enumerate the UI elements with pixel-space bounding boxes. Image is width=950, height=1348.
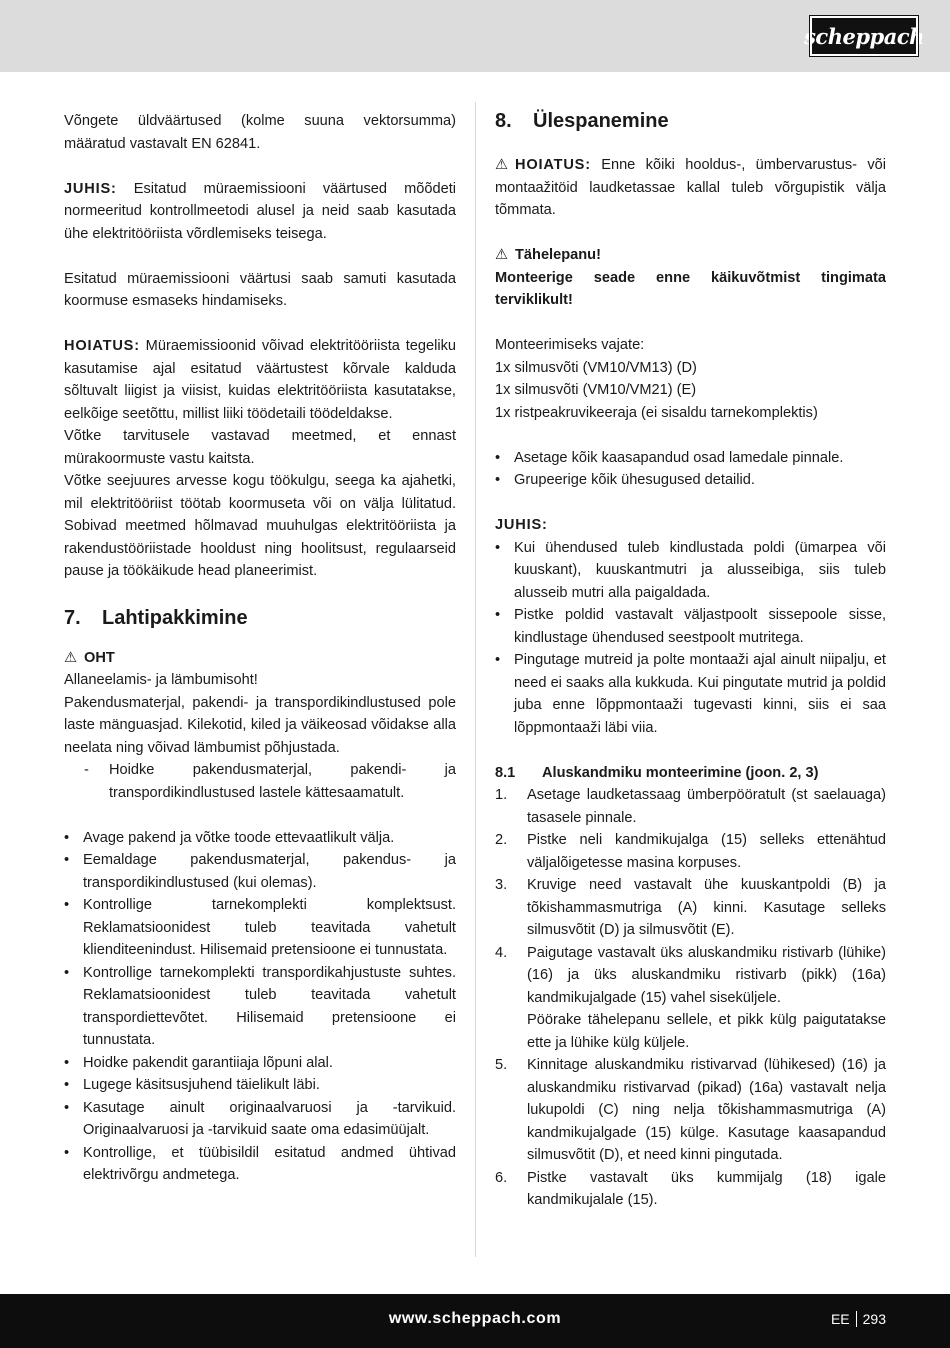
warning-triangle-icon: ⚠ — [64, 649, 78, 666]
danger-line: Allaneelamis- ja lämbumisoht! — [64, 672, 258, 688]
warning-label: HOIATUS: — [64, 338, 140, 354]
step-number: 3. — [495, 877, 508, 893]
step-text: Asetage laudketassaag ümberpööratult (st saelauaga) tasasele pinnale. — [527, 787, 886, 826]
section-8-number: 8. — [495, 110, 512, 132]
section-8-heading — [495, 106, 886, 136]
assembly-warning — [495, 154, 886, 222]
list-item: • Grupeerige kõik ühesugused detailid. — [495, 469, 886, 492]
attention-label: Tähelepanu! — [515, 247, 601, 263]
subsection-number: 8.1 — [495, 764, 516, 781]
notes-list — [495, 537, 886, 740]
section-8-title: Ülespanemine — [533, 110, 669, 132]
dash-item-text: Hoidke pakendusmaterjal, pakendi- ja transpordikindlustused lastele kättesaamatult. — [109, 762, 456, 801]
assembly-warning-text: Enne kõiki hooldus-, ümbervarustus- või montaažitöid laudketassae kallal tuleb võrgupistik välja tõmmata. — [495, 157, 886, 218]
page-indicator — [831, 1311, 886, 1327]
list-item: • Kasutage ainult originaalvaruosi ja -tarvikuid. Originaalvaruosi ja -tarvikuid saate oma edasimüüjalt. — [64, 1097, 456, 1142]
page-number: 293 — [862, 1311, 886, 1327]
list-item: • Hoidke pakendit garantiiaja lõpuni alal. — [64, 1052, 456, 1075]
step-number: 1. — [495, 787, 508, 803]
step-text: Pistke vastavalt üks kummijalg (18) igale kandmikujalale (15). — [527, 1169, 886, 1208]
subsection-title: Aluskandmiku monteerimine (joon. 2, 3) — [542, 764, 819, 781]
protection-paragraph: Võtke tarvitusele vastavad meetmed, et ennast mürakoormuste vastu kaitsta. — [64, 428, 456, 467]
step-item — [495, 1054, 886, 1167]
footer-band — [0, 1294, 950, 1348]
section-7-heading — [64, 603, 456, 633]
note-label: JUHIS: — [64, 180, 117, 197]
step-number: 4. — [495, 944, 508, 961]
vibration-paragraph: Võngete üldväärtused (kolme suuna vektorsumma) määratud vastavalt EN 62841. — [64, 113, 456, 152]
needs-item: 1x ristpeakruvikeeraja (ei sisaldu tarnekomplektis) — [495, 404, 818, 421]
juhis-label: JUHIS: — [495, 517, 548, 533]
warning-triangle-icon: ⚠ — [495, 157, 509, 173]
assembly-steps — [495, 784, 886, 1212]
danger-text: Pakendusmaterjal, pakendi- ja transpordikindlustused pole laste mänguasjad. Kilekotid, kiled ja väikeosad võidakse alla neelata ning võivad lämbumist põhjustada. — [64, 694, 456, 756]
dash-item — [64, 759, 456, 804]
section-7-title: Lahtipakkimine — [102, 606, 248, 629]
list-item: • Avage pakend ja võtke toode ettevaatlikult välja. — [64, 827, 456, 850]
website-url: www.scheppach.com — [388, 1310, 562, 1327]
list-item: • Kui ühendused tuleb kindlustada poldi (ümarpea või kuuskant), kuuskantmutri ja alusseibiga, siis tuleb alusseib mutri alla paigaldada. — [495, 537, 886, 605]
step-item — [495, 784, 886, 829]
step-item — [495, 1167, 886, 1212]
needs-item: 1x silmusvõti (VM10/VM13) (D) — [495, 359, 697, 376]
step-text: Paigutage vastavalt üks aluskandmiku ristivarb (lühike) (16) ja üks aluskandmiku ristivarb (pikk) (16a) kandmikujalgade (15) vahel siseküljele. — [527, 944, 886, 1006]
step-item — [495, 829, 886, 874]
note-paragraph — [64, 178, 456, 246]
right-column — [495, 106, 886, 1212]
needs-item: 1x silmusvõti (VM10/VM21) (E) — [495, 382, 697, 398]
logo-text: scheppach — [804, 23, 924, 49]
danger-heading — [64, 647, 456, 670]
step-text: Pistke neli kandmikujalga (15) selleks ettenähtud väljalõigetesse masina korpuses. — [527, 832, 886, 871]
note-text: Esitatud müraemissiooni väärtused mõõdeti normeeritud kontrollmeetodi alusel ja neid saab kasutada ühe elektritööriista võrdlemiseks teisega. — [64, 180, 456, 242]
separator — [856, 1311, 857, 1327]
section-7-number: 7. — [64, 606, 81, 629]
step-item — [495, 874, 886, 942]
needs-title: Monteerimiseks vajate: — [495, 337, 645, 353]
step-number: 5. — [495, 1057, 508, 1073]
step-extra-text: Pöörake tähelepanu sellele, et pikk külg paigutatakse ette ja lühike külg küljele. — [527, 1012, 886, 1051]
list-item: • Kontrollige tarnekomplekti transpordikahjustuste suhtes. Reklamatsioonidest tuleb teavitada vahetult transpordiettevõtet. Hilisemaid pretensioone ei tunnustata. — [64, 962, 456, 1052]
assembly-warning-label: HOIATUS: — [515, 157, 591, 173]
list-item: • Pingutage mutreid ja polte montaaži ajal ainult niipalju, et need ei saaks alla kukkuda. Kui pingutate mutrid ja poldid juba enne lõppmontaaži tugevasti kinni, siis ei saa lõppmontaaži läbi viia. — [495, 649, 886, 739]
warning-text: Müraemissioonid võivad elektritööriista tegeliku kasutamise ajal esitatud väärtustest kõrvale kalduda sõltuvalt liigist ja viisist, kuidas elektritööriista kasutatakse, eelkõige seetõttu, millist liiki töödetaili töödeldakse. — [64, 338, 456, 422]
column-divider — [475, 102, 476, 1257]
dash-symbol: - — [84, 762, 89, 778]
danger-label: OHT — [84, 649, 115, 666]
step-number: 6. — [495, 1169, 508, 1186]
attention-text: Monteerige seade enne käikuvõtmist tingimata terviklikult! — [495, 269, 886, 308]
noise-warning-paragraph — [64, 335, 456, 425]
preparation-list — [495, 447, 886, 492]
workflow-paragraph: Võtke seejuures arvesse kogu töökulgu, seega ka ajahetki, mil elektritööriist töötab koormuseta või on välja lülitatud. Sobivad meetmed hõlmavad muuhulgas elektritööriista ja rakendustööriistade hooldust ning hoolitsust, regulaarseid pause ja töökäikude head planeerimist. — [64, 473, 456, 579]
language-code: EE — [830, 1311, 850, 1327]
list-item: • Kontrollige tarnekomplekti komplektsust. Reklamatsioonidest tuleb teavitada vahetult klienditeenindust. Hilisemaid pretensioone ei tunnustata. — [64, 894, 456, 962]
unpacking-list — [64, 827, 456, 1187]
attention-heading — [495, 244, 886, 267]
list-item: • Pistke poldid vastavalt väljastpoolt sissepoole sisse, kindlustage ühendused seestpoolt mutritega. — [495, 604, 886, 649]
left-column — [64, 110, 456, 1187]
step-number: 2. — [495, 832, 508, 848]
list-item: • Eemaldage pakendusmaterjal, pakendus- ja transpordikindlustused (kui olemas). — [64, 849, 456, 894]
step-text: Kruvige need vastavalt ühe kuuskantpoldi (B) ja tõkishammasmutriga (A) kinni. Kasutage selleks silmusvõtit (D) ja silmusvõtit (E). — [527, 877, 886, 938]
step-text: Kinnitage aluskandmiku ristivarvad (lühikesed) (16) ja aluskandmiku ristivarvad (pikad) (16a) vastavalt nelja lukupoldi (C) ning nelja tõkishammasmutriga (A) kandmikujalgade (15) külge. Kasutage kaasapandud silmusvõtit (D), et need kinni pingutada. — [527, 1057, 886, 1163]
warning-triangle-icon: ⚠ — [495, 247, 509, 263]
list-item: • Kontrollige, et tüübisildil esitatud andmed ühtivad elektrivõrgu andmetega. — [64, 1142, 456, 1187]
list-item: • Lugege käsitsusjuhend täielikult läbi. — [64, 1074, 456, 1097]
list-item: • Asetage kõik kaasapandud osad lamedale pinnale. — [495, 447, 886, 470]
noise-estimate-paragraph: Esitatud müraemissiooni väärtusi saab samuti kasutada koormuse esmaseks hindamiseks. — [64, 270, 456, 309]
step-item — [495, 942, 886, 1055]
subsection-8-1-heading — [495, 762, 886, 785]
scheppach-logo — [804, 16, 924, 56]
